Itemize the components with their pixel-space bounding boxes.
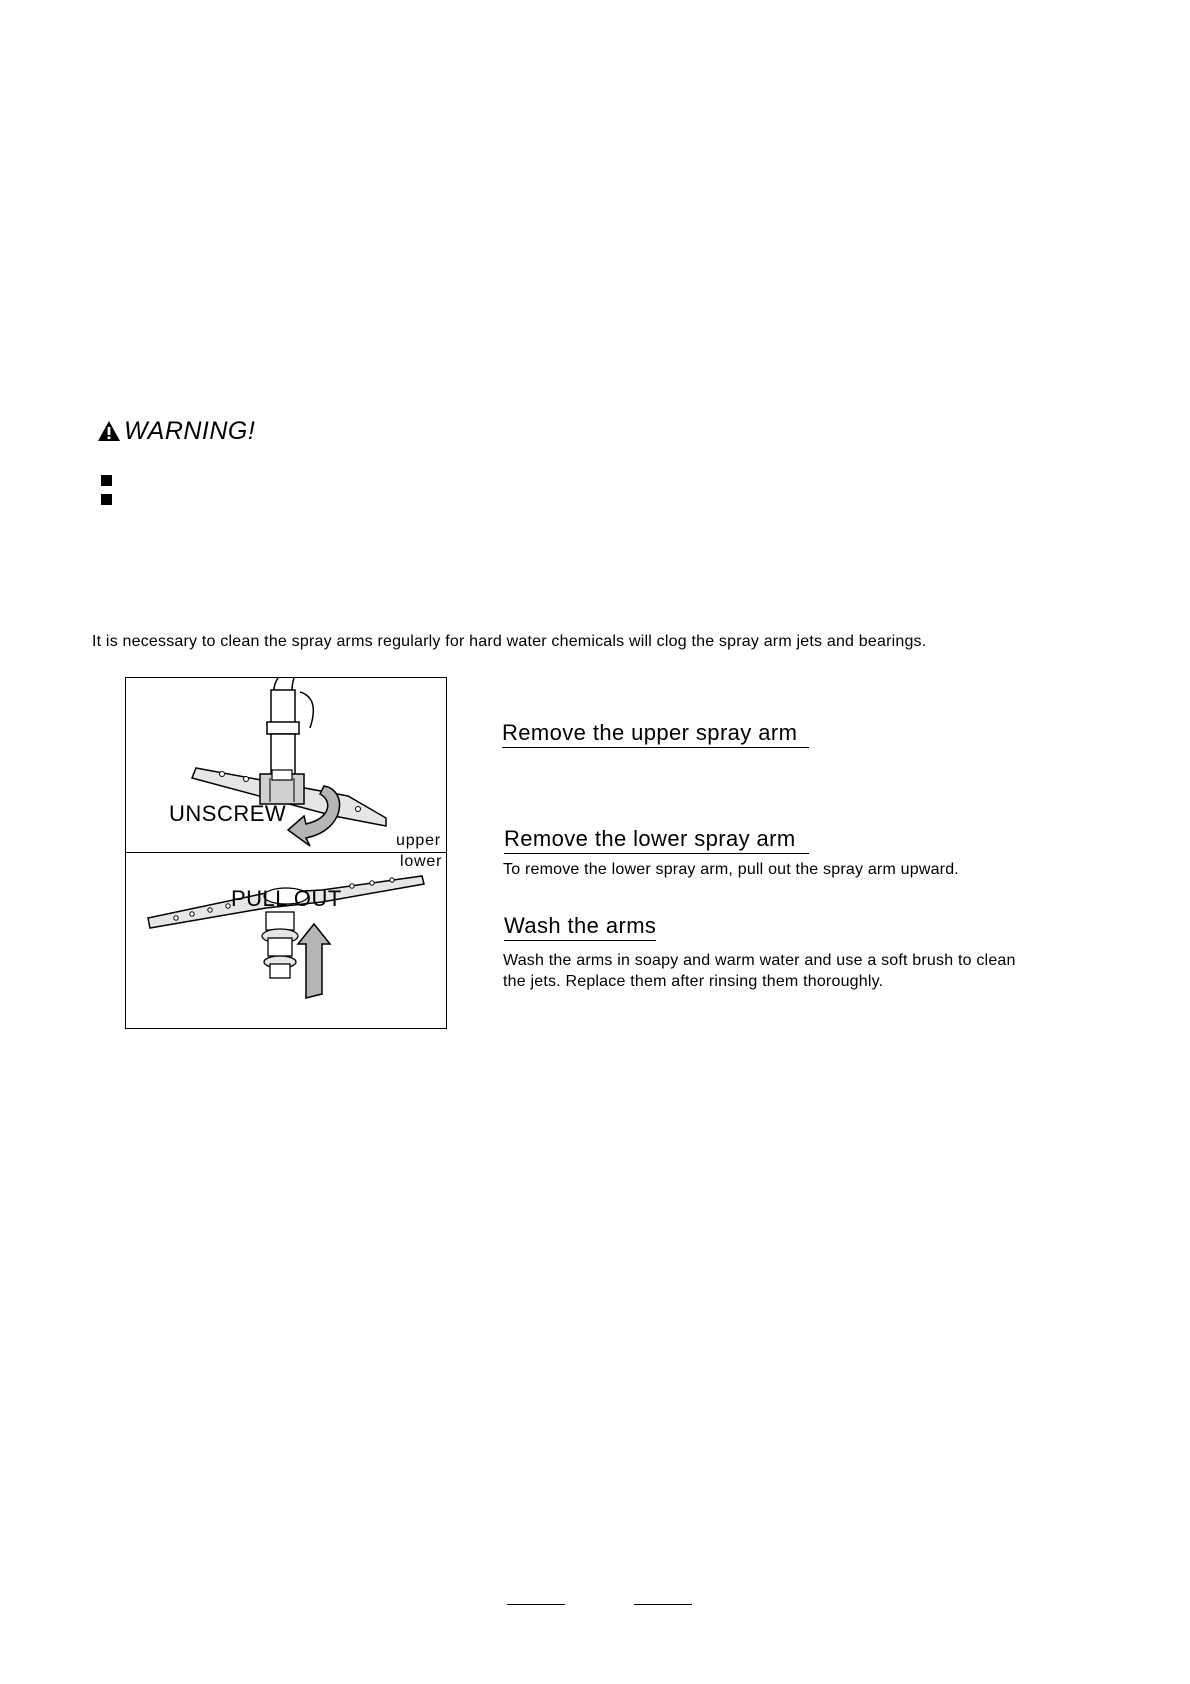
warning-title: WARNING! [124, 416, 256, 445]
bullet-square-icon [101, 494, 112, 505]
figure-divider [126, 852, 446, 853]
warning-triangle-icon [97, 420, 121, 442]
pullout-label: PULL OUT [231, 886, 342, 911]
footer-line [634, 1604, 692, 1605]
lower-arm-heading: Remove the lower spray arm [504, 826, 809, 854]
footer-line [507, 1604, 565, 1605]
upper-label: upper [396, 832, 441, 849]
warning-heading [97, 416, 255, 446]
spray-arm-figure [125, 677, 447, 1029]
lower-label: lower [400, 853, 443, 870]
unscrew-label: UNSCREW [169, 801, 287, 826]
wash-text-line1: Wash the arms in soapy and warm water and use a soft brush to clean [503, 952, 1016, 969]
intro-text: It is necessary to clean the spray arms regularly for hard water chemicals will clog the spray arm jets and bearings. [92, 633, 927, 650]
wash-text-line2: the jets. Replace them after rinsing them thoroughly. [503, 973, 884, 990]
bullet-square-icon [101, 475, 112, 486]
lower-arm-text: To remove the lower spray arm, pull out the spray arm upward. [503, 861, 959, 878]
upper-arm-heading: Remove the upper spray arm [502, 720, 809, 748]
wash-heading: Wash the arms [504, 913, 656, 941]
